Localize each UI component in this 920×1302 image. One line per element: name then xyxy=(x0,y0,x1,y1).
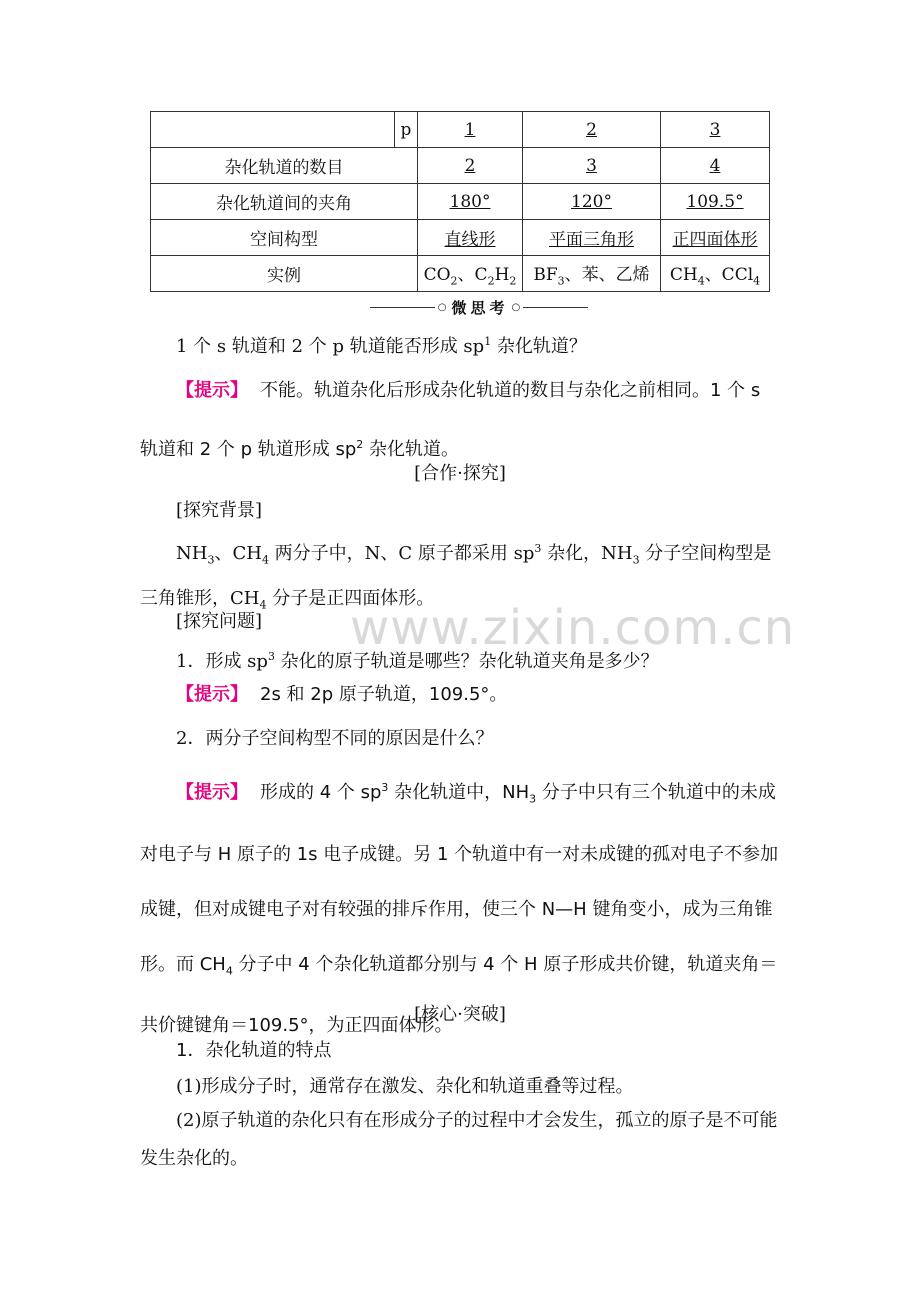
question-text: 1 个 s 轨道和 2 个 p 轨道能否形成 $sp^1$ 杂化轨道？ xyxy=(176,335,587,357)
row-label: 杂化轨道间的夹角 xyxy=(151,184,418,220)
table-cell-example: $CH_4$、CCl$_4$ xyxy=(661,256,770,292)
section-heading: [合作·探究] xyxy=(414,463,506,484)
question-text: 2．两分子空间构型不同的原因是什么？ xyxy=(176,728,494,749)
table-row xyxy=(151,256,770,292)
row-label: 杂化轨道的数目 xyxy=(151,148,418,184)
table-cell: 1 xyxy=(418,112,523,148)
table-row xyxy=(151,184,770,220)
table-cell: 4 xyxy=(661,148,770,184)
watermark: www.zixin.com.cn xyxy=(350,600,796,656)
hybrid-orbital-table xyxy=(150,111,770,292)
table-row xyxy=(151,220,770,256)
hint-label: 【提示】 xyxy=(176,782,248,803)
hint-label: 【提示】 xyxy=(176,380,248,401)
background-text: $NH_3$、$CH_4$ 两分子中，N、C 原子都采用 $sp^3$ 杂化，$NH_3$ 分子空间构型是三角锥形，$CH_4$ 分子是正四面体形。 xyxy=(140,542,772,612)
table-row xyxy=(151,112,770,148)
divider-title: 微思考 xyxy=(451,298,509,317)
question-text: 1．形成 $sp^3$ 杂化的原子轨道是哪些？杂化轨道夹角是多少？ xyxy=(176,650,659,672)
hint-answer: 【提示】 形成的 4 个 $sp^3$ 杂化轨道中，$NH_3$ 分子中只有三个轨道中的未成对电子与 H 原子的 1s 电子成键。另 1 个轨道中有一对未成键的孤对电子不参加成键，但对成键电子对有较强的排斥作用，使三个 N—H 键角变小，成为三角锥形。而 $CH_4$ 分子中 4 个杂化轨道都分别与 4 个 H 原子形成共价键，轨道夹角＝共价键键角＝109.5°，为正四面体形。 xyxy=(140,781,779,1037)
table-cell: 3 xyxy=(523,148,661,184)
table-cell: 109.5° xyxy=(661,184,770,220)
table-row xyxy=(151,148,770,184)
point-text: (1)形成分子时，通常存在激发、杂化和轨道重叠等过程。 xyxy=(176,1076,634,1097)
hint-label: 【提示】 xyxy=(176,684,248,705)
table-cell: 直线形 xyxy=(418,220,523,256)
table-cell-p: p xyxy=(395,112,418,148)
section-divider: ○ 微思考 ○ xyxy=(370,296,588,318)
subheading: [探究问题] xyxy=(176,611,263,632)
table-cell: 3 xyxy=(661,112,770,148)
table-cell-empty xyxy=(151,112,395,148)
hint-answer: 【提示】 不能。轨道杂化后形成杂化轨道的数目与杂化之前相同。1 个 s 轨道和 2 个 p 轨道形成 $sp^2$ 杂化轨道。 xyxy=(140,380,761,460)
table-cell: 2 xyxy=(418,148,523,184)
table-cell: 120° xyxy=(523,184,661,220)
table-cell-example: $CO_2$、$C_2H_2$ xyxy=(418,256,523,292)
table-cell: 2 xyxy=(523,112,661,148)
point-title: 1．杂化轨道的特点 xyxy=(176,1040,332,1061)
hint-answer: 【提示】 2s 和 2p 原子轨道，109.5°。 xyxy=(176,684,508,705)
row-label: 实例 xyxy=(151,256,418,292)
section-heading: [核心·突破] xyxy=(414,1004,506,1025)
point-text: (2)原子轨道的杂化只有在形成分子的过程中才会发生，孤立的原子是不可能发生杂化的。 xyxy=(140,1110,778,1169)
table-cell: 平面三角形 xyxy=(523,220,661,256)
table-cell: 正四面体形 xyxy=(661,220,770,256)
table-cell: 180° xyxy=(418,184,523,220)
subheading: [探究背景] xyxy=(176,500,263,521)
row-label: 空间构型 xyxy=(151,220,418,256)
table-cell-example: $BF_3$、苯、乙烯 xyxy=(523,256,661,292)
